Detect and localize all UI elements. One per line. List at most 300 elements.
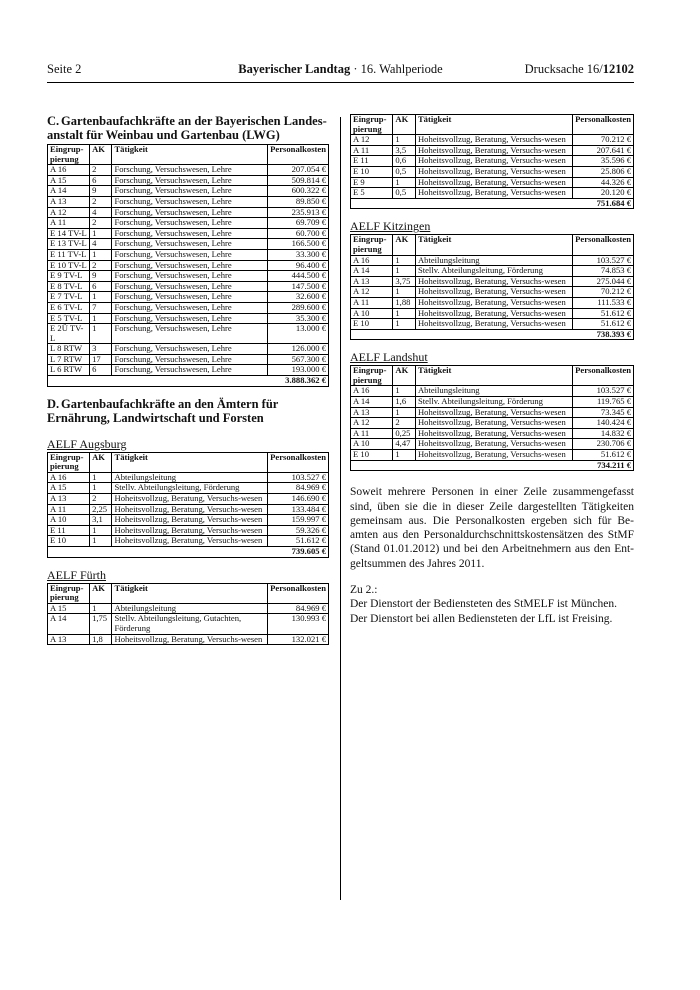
grade-cell: E 10 — [48, 536, 90, 547]
column-header: Eingrup-pierung — [48, 452, 90, 472]
ak-cell: 1 — [90, 313, 112, 324]
column-header: AK — [393, 235, 416, 255]
activity-cell: Hoheitsvollzug, Beratung, Versuchs-wesen — [415, 418, 572, 429]
ak-cell: 9 — [90, 271, 112, 282]
table-row — [48, 483, 329, 494]
cost-cell: 60.700 € — [268, 228, 329, 239]
table-row — [48, 525, 329, 536]
activity-cell: Forschung, Versuchswesen, Lehre — [112, 313, 268, 324]
table-row — [48, 344, 329, 355]
grade-cell: E 11 — [351, 156, 393, 167]
activity-cell: Hoheitsvollzug, Beratung, Versuchs-wesen — [415, 297, 572, 308]
grade-cell: A 14 — [351, 266, 393, 277]
ak-cell: 4 — [90, 239, 112, 250]
ak-cell: 1 — [393, 450, 416, 461]
activity-cell: Forschung, Versuchswesen, Lehre — [112, 239, 268, 250]
table-row — [351, 255, 634, 266]
ak-cell: 2 — [90, 165, 112, 176]
column-header: Personalkosten — [268, 145, 329, 165]
cost-cell: 166.500 € — [268, 239, 329, 250]
grade-cell: A 11 — [351, 297, 393, 308]
grade-cell: A 16 — [351, 255, 393, 266]
table-row — [48, 175, 329, 186]
cost-cell: 207.641 € — [573, 145, 634, 156]
cost-cell: 51.612 € — [268, 536, 329, 547]
landshut-table — [350, 365, 634, 471]
table-header-row — [351, 235, 634, 255]
activity-cell: Hoheitsvollzug, Beratung, Versuchs-wesen — [415, 276, 572, 287]
activity-cell: Forschung, Versuchswesen, Lehre — [112, 186, 268, 197]
total-row — [351, 329, 634, 340]
grade-cell: A 11 — [48, 218, 90, 229]
grade-cell: E 7 TV-L — [48, 292, 90, 303]
column-header: Eingrup-pierung — [48, 583, 90, 603]
grade-cell: L 6 RTW — [48, 365, 90, 376]
grade-cell: E 6 TV-L — [48, 302, 90, 313]
activity-cell: Hoheitsvollzug, Beratung, Versuchs-wesen — [415, 177, 572, 188]
table-row — [351, 428, 634, 439]
total-cost: 751.684 € — [351, 198, 634, 209]
ak-cell: 1 — [393, 287, 416, 298]
ak-cell: 17 — [90, 354, 112, 365]
document-id: 12102 — [602, 62, 634, 76]
grade-cell: E 9 TV-L — [48, 271, 90, 282]
ak-cell: 2,25 — [90, 504, 112, 515]
table-row — [48, 281, 329, 292]
table-row — [48, 472, 329, 483]
cost-cell: 33.300 € — [268, 249, 329, 260]
cost-cell: 51.612 € — [573, 450, 634, 461]
total-row — [48, 547, 329, 558]
cost-cell: 59.326 € — [268, 525, 329, 536]
table-row — [48, 536, 329, 547]
table-row — [351, 287, 634, 298]
ak-cell: 1 — [90, 324, 112, 344]
table-row — [48, 218, 329, 229]
activity-cell: Hoheitsvollzug, Beratung, Versuchs-wesen — [415, 439, 572, 450]
grade-cell: A 16 — [351, 386, 393, 397]
column-header: Tätigkeit — [112, 145, 268, 165]
cost-cell: 70.212 € — [573, 135, 634, 146]
cost-cell: 275.044 € — [573, 276, 634, 287]
activity-cell: Forschung, Versuchswesen, Lehre — [112, 281, 268, 292]
grade-cell: A 11 — [351, 145, 393, 156]
activity-cell: Forschung, Versuchswesen, Lehre — [112, 249, 268, 260]
section-d-heading — [47, 397, 329, 425]
table-row — [48, 354, 329, 365]
cost-cell: 159.997 € — [268, 515, 329, 526]
grade-cell: A 15 — [48, 603, 90, 614]
grade-cell: A 12 — [351, 287, 393, 298]
table-row — [351, 319, 634, 330]
cost-cell: 103.527 € — [573, 255, 634, 266]
ak-cell: 1,75 — [90, 614, 112, 634]
activity-cell: Forschung, Versuchswesen, Lehre — [112, 196, 268, 207]
section-c-title: Gartenbaufachkräfte an der Bayerischen Landes-anstalt für Weinbau und Gartenbau (LWG) — [47, 114, 327, 142]
ak-cell: 1,88 — [393, 297, 416, 308]
grade-cell: E 10 — [351, 166, 393, 177]
augsburg-heading: AELF Augsburg — [47, 436, 127, 451]
table-row — [48, 186, 329, 197]
activity-cell: Forschung, Versuchswesen, Lehre — [112, 175, 268, 186]
grade-cell: A 13 — [48, 494, 90, 505]
fuerth-table — [47, 583, 329, 646]
activity-cell: Forschung, Versuchswesen, Lehre — [112, 218, 268, 229]
document-number — [525, 62, 634, 77]
cost-cell: 111.533 € — [573, 297, 634, 308]
cost-cell: 13.000 € — [268, 324, 329, 344]
cost-cell: 147.500 € — [268, 281, 329, 292]
column-header: Personalkosten — [573, 115, 634, 135]
cost-cell: 230.706 € — [573, 439, 634, 450]
cost-cell: 35.596 € — [573, 156, 634, 167]
table-row — [48, 239, 329, 250]
activity-cell: Hoheitsvollzug, Beratung, Versuchs-wesen — [112, 525, 268, 536]
cost-cell: 73.345 € — [573, 407, 634, 418]
ak-cell: 1 — [393, 255, 416, 266]
activity-cell: Hoheitsvollzug, Beratung, Versuchs-wesen — [415, 145, 572, 156]
grade-cell: E 10 TV-L — [48, 260, 90, 271]
activity-cell: Hoheitsvollzug, Beratung, Versuchs-wesen — [415, 450, 572, 461]
table-row — [351, 156, 634, 167]
cost-cell: 32.600 € — [268, 292, 329, 303]
activity-cell: Forschung, Versuchswesen, Lehre — [112, 165, 268, 176]
cost-cell: 567.300 € — [268, 354, 329, 365]
ak-cell: 1 — [393, 135, 416, 146]
ak-cell: 1 — [393, 407, 416, 418]
cost-cell: 70.212 € — [573, 287, 634, 298]
activity-cell: Stellv. Abteilungsleitung, Förderung — [112, 483, 268, 494]
table-row — [48, 634, 329, 645]
cost-cell: 14.832 € — [573, 428, 634, 439]
cost-cell: 51.612 € — [573, 319, 634, 330]
table-row — [48, 614, 329, 634]
ak-cell: 3,5 — [393, 145, 416, 156]
grade-cell: A 12 — [48, 207, 90, 218]
grade-cell: E 11 — [48, 525, 90, 536]
total-cost: 734.211 € — [351, 460, 634, 471]
legislative-period: · 16. Wahlperiode — [350, 62, 443, 76]
cost-cell: 289.600 € — [268, 302, 329, 313]
ak-cell: 4 — [90, 207, 112, 218]
grade-cell: L 8 RTW — [48, 344, 90, 355]
page-header — [47, 62, 634, 80]
table-header-row — [351, 366, 634, 386]
ak-cell: 1 — [90, 536, 112, 547]
table-row — [48, 313, 329, 324]
grade-cell: E 9 — [351, 177, 393, 188]
cost-cell: 119.765 € — [573, 397, 634, 408]
table-header-row — [48, 583, 329, 603]
table-row — [351, 450, 634, 461]
cost-cell: 444.500 € — [268, 271, 329, 282]
grade-cell: E 5 — [351, 188, 393, 199]
table-row — [351, 386, 634, 397]
cost-cell: 44.326 € — [573, 177, 634, 188]
activity-cell: Forschung, Versuchswesen, Lehre — [112, 260, 268, 271]
activity-cell: Forschung, Versuchswesen, Lehre — [112, 228, 268, 239]
table-row — [48, 603, 329, 614]
ak-cell: 7 — [90, 302, 112, 313]
left-column — [47, 114, 329, 645]
kitzingen-heading: AELF Kitzingen — [350, 219, 431, 234]
table-row — [351, 276, 634, 287]
grade-cell: A 14 — [48, 186, 90, 197]
ak-cell: 3 — [90, 344, 112, 355]
section-d-title: Gartenbaufachkräfte an den Ämtern für Ernährung, Landwirtschaft und Forsten — [47, 396, 279, 425]
table-header-row — [48, 145, 329, 165]
grade-cell: A 10 — [351, 439, 393, 450]
grade-cell: A 14 — [351, 397, 393, 408]
activity-cell: Hoheitsvollzug, Beratung, Versuchs-wesen — [415, 166, 572, 177]
column-header: Tätigkeit — [112, 452, 268, 472]
cost-cell: 509.814 € — [268, 175, 329, 186]
activity-cell: Abteilungsleitung — [112, 603, 268, 614]
ak-cell: 3,1 — [90, 515, 112, 526]
activity-cell: Forschung, Versuchswesen, Lehre — [112, 271, 268, 282]
table-row — [351, 397, 634, 408]
grade-cell: E 8 TV-L — [48, 281, 90, 292]
column-header: AK — [90, 452, 112, 472]
column-header: Tätigkeit — [415, 115, 572, 135]
header-rule — [47, 82, 634, 83]
column-header: Eingrup-pierung — [351, 115, 393, 135]
activity-cell: Forschung, Versuchswesen, Lehre — [112, 302, 268, 313]
ak-cell: 1,6 — [393, 397, 416, 408]
cost-cell: 25.806 € — [573, 166, 634, 177]
ak-cell: 2 — [90, 260, 112, 271]
activity-cell: Hoheitsvollzug, Beratung, Versuchs-wesen — [415, 319, 572, 330]
grade-cell: A 15 — [48, 175, 90, 186]
grade-cell: E 5 TV-L — [48, 313, 90, 324]
activity-cell: Abteilungsleitung — [415, 255, 572, 266]
table-row — [351, 418, 634, 429]
table-header-row — [48, 452, 329, 472]
cost-cell: 600.322 € — [268, 186, 329, 197]
grade-cell: A 12 — [351, 418, 393, 429]
activity-cell: Hoheitsvollzug, Beratung, Versuchs-wesen — [112, 536, 268, 547]
ak-cell: 1 — [393, 319, 416, 330]
column-header: Personalkosten — [268, 583, 329, 603]
cost-cell: 84.969 € — [268, 483, 329, 494]
column-header: AK — [90, 145, 112, 165]
activity-cell: Forschung, Versuchswesen, Lehre — [112, 354, 268, 365]
cost-cell: 130.993 € — [268, 614, 329, 634]
cost-cell: 35.300 € — [268, 313, 329, 324]
activity-cell: Forschung, Versuchswesen, Lehre — [112, 324, 268, 344]
total-cost: 3.888.362 € — [48, 376, 329, 387]
lwg-table — [47, 144, 329, 387]
ak-cell: 1 — [90, 228, 112, 239]
activity-cell: Hoheitsvollzug, Beratung, Versuchs-wesen — [112, 634, 268, 645]
cost-cell: 146.690 € — [268, 494, 329, 505]
cost-cell: 74.853 € — [573, 266, 634, 277]
grade-cell: A 15 — [48, 483, 90, 494]
activity-cell: Hoheitsvollzug, Beratung, Versuchs-wesen — [112, 494, 268, 505]
augsburg-table — [47, 452, 329, 558]
activity-cell: Stellv. Abteilungsleitung, Förderung — [415, 397, 572, 408]
table-row — [48, 515, 329, 526]
activity-cell: Abteilungsleitung — [415, 386, 572, 397]
table-row — [48, 196, 329, 207]
column-header: Eingrup-pierung — [351, 366, 393, 386]
column-header: Tätigkeit — [415, 235, 572, 255]
column-header: Personalkosten — [573, 235, 634, 255]
ak-cell: 1 — [90, 603, 112, 614]
table-row — [48, 504, 329, 515]
grade-cell: A 11 — [48, 504, 90, 515]
column-header: Eingrup-pierung — [351, 235, 393, 255]
section-d-letter: D. — [47, 396, 60, 411]
column-header: Personalkosten — [268, 452, 329, 472]
ak-cell: 1 — [393, 386, 416, 397]
cost-cell: 103.527 € — [573, 386, 634, 397]
grade-cell: E 10 — [351, 319, 393, 330]
answer-2-label: Zu 2.: — [350, 584, 378, 596]
cost-cell: 51.612 € — [573, 308, 634, 319]
ak-cell: 1,8 — [90, 634, 112, 645]
duty-station-lfl: Der Dienstort bei allen Bediensteten der LfL ist Freising. — [350, 612, 613, 625]
table-row — [351, 266, 634, 277]
ak-cell: 0,5 — [393, 166, 416, 177]
total-row — [48, 376, 329, 387]
ak-cell: 3,75 — [393, 276, 416, 287]
table-row — [351, 439, 634, 450]
ak-cell: 6 — [90, 175, 112, 186]
activity-cell: Hoheitsvollzug, Beratung, Versuchs-wesen — [112, 504, 268, 515]
cost-cell: 126.000 € — [268, 344, 329, 355]
grade-cell: E 10 — [351, 450, 393, 461]
table-row — [351, 188, 634, 199]
column-divider — [340, 117, 341, 900]
explanation-paragraph: Soweit mehrere Personen in einer Zeile zusammengefasst sind, üben sie die in dieser Zeile dargestellten Tätigkeiten gemeinsam aus. Die Personalkosten ergeben sich für Be-amten aus den Personaldurchschnittskostensätzen des StMF (Stand 01.01.2012) und bei den Arbeitnehmern aus den Ent-geltsummen des Jahres 2011. — [350, 486, 634, 570]
table-row — [48, 165, 329, 176]
table-row — [48, 302, 329, 313]
ak-cell: 1 — [393, 177, 416, 188]
ak-cell: 2 — [393, 418, 416, 429]
ak-cell: 2 — [90, 218, 112, 229]
ak-cell: 4,47 — [393, 439, 416, 450]
ak-cell: 1 — [90, 483, 112, 494]
ak-cell: 2 — [90, 196, 112, 207]
grade-cell: A 13 — [351, 276, 393, 287]
duty-station-stmelf: Der Dienstort der Bediensteten des StMELF ist München. — [350, 598, 618, 611]
activity-cell: Hoheitsvollzug, Beratung, Versuchs-wesen — [415, 428, 572, 439]
activity-cell: Forschung, Versuchswesen, Lehre — [112, 292, 268, 303]
section-c-heading — [47, 114, 329, 142]
document-prefix: Drucksache 16/ — [524, 62, 603, 76]
cost-cell: 103.527 € — [268, 472, 329, 483]
ak-cell: 1 — [393, 308, 416, 319]
table-row — [351, 166, 634, 177]
grade-cell: A 16 — [48, 472, 90, 483]
activity-cell: Hoheitsvollzug, Beratung, Versuchs-wesen — [415, 308, 572, 319]
ak-cell: 1 — [90, 472, 112, 483]
fuerth-table-continued — [350, 114, 634, 209]
table-row — [48, 324, 329, 344]
table-row — [351, 145, 634, 156]
activity-cell: Abteilungsleitung — [112, 472, 268, 483]
activity-cell: Hoheitsvollzug, Beratung, Versuchs-wesen — [415, 188, 572, 199]
column-header: AK — [393, 366, 416, 386]
column-header: AK — [393, 115, 416, 135]
cost-cell: 20.120 € — [573, 188, 634, 199]
table-row — [48, 207, 329, 218]
grade-cell: A 13 — [351, 407, 393, 418]
activity-cell: Stellv. Abteilungsleitung, Förderung — [415, 266, 572, 277]
activity-cell: Forschung, Versuchswesen, Lehre — [112, 365, 268, 376]
table-row — [48, 271, 329, 282]
table-row — [48, 494, 329, 505]
fuerth-heading: AELF Fürth — [47, 567, 107, 582]
kitzingen-table — [350, 234, 634, 340]
table-header-row — [351, 115, 634, 135]
activity-cell: Hoheitsvollzug, Beratung, Versuchs-wesen — [112, 515, 268, 526]
grade-cell: E 14 TV-L — [48, 228, 90, 239]
cost-cell: 193.000 € — [268, 365, 329, 376]
cost-cell: 84.969 € — [268, 603, 329, 614]
ak-cell: 9 — [90, 186, 112, 197]
ak-cell: 6 — [90, 281, 112, 292]
table-row — [48, 249, 329, 260]
total-cost: 738.393 € — [351, 329, 634, 340]
page-number: Seite 2 — [47, 62, 82, 76]
parliament-name: Bayerischer Landtag — [238, 62, 351, 76]
table-row — [351, 308, 634, 319]
grade-cell: A 14 — [48, 614, 90, 634]
grade-cell: A 13 — [48, 634, 90, 645]
grade-cell: A 10 — [351, 308, 393, 319]
ak-cell: 0,25 — [393, 428, 416, 439]
table-row — [351, 135, 634, 146]
activity-cell: Hoheitsvollzug, Beratung, Versuchs-wesen — [415, 156, 572, 167]
cost-cell: 140.424 € — [573, 418, 634, 429]
table-row — [351, 407, 634, 418]
grade-cell: A 11 — [351, 428, 393, 439]
cost-cell: 207.054 € — [268, 165, 329, 176]
table-row — [48, 292, 329, 303]
table-row — [48, 260, 329, 271]
grade-cell: A 13 — [48, 196, 90, 207]
cost-cell: 96.400 € — [268, 260, 329, 271]
grade-cell: A 12 — [351, 135, 393, 146]
ak-cell: 1 — [90, 249, 112, 260]
column-header: Eingrup-pierung — [48, 145, 90, 165]
cost-cell: 89.850 € — [268, 196, 329, 207]
column-header: Tätigkeit — [112, 583, 268, 603]
cost-cell: 133.484 € — [268, 504, 329, 515]
activity-cell: Hoheitsvollzug, Beratung, Versuchs-wesen — [415, 287, 572, 298]
ak-cell: 1 — [393, 266, 416, 277]
activity-cell: Forschung, Versuchswesen, Lehre — [112, 344, 268, 355]
total-row — [351, 460, 634, 471]
ak-cell: 0,5 — [393, 188, 416, 199]
grade-cell: A 10 — [48, 515, 90, 526]
ak-cell: 1 — [90, 292, 112, 303]
grade-cell: A 16 — [48, 165, 90, 176]
total-cost: 739.605 € — [48, 547, 329, 558]
table-row — [351, 177, 634, 188]
activity-cell: Hoheitsvollzug, Beratung, Versuchs-wesen — [415, 135, 572, 146]
ak-cell: 0,6 — [393, 156, 416, 167]
section-c-letter: C. — [47, 114, 60, 128]
column-header: Tätigkeit — [415, 366, 572, 386]
ak-cell: 2 — [90, 494, 112, 505]
activity-cell: Forschung, Versuchswesen, Lehre — [112, 207, 268, 218]
activity-cell: Stellv. Abteilungsleitung, Gutachten, Förderung — [112, 614, 268, 634]
table-row — [351, 297, 634, 308]
cost-cell: 132.021 € — [268, 634, 329, 645]
